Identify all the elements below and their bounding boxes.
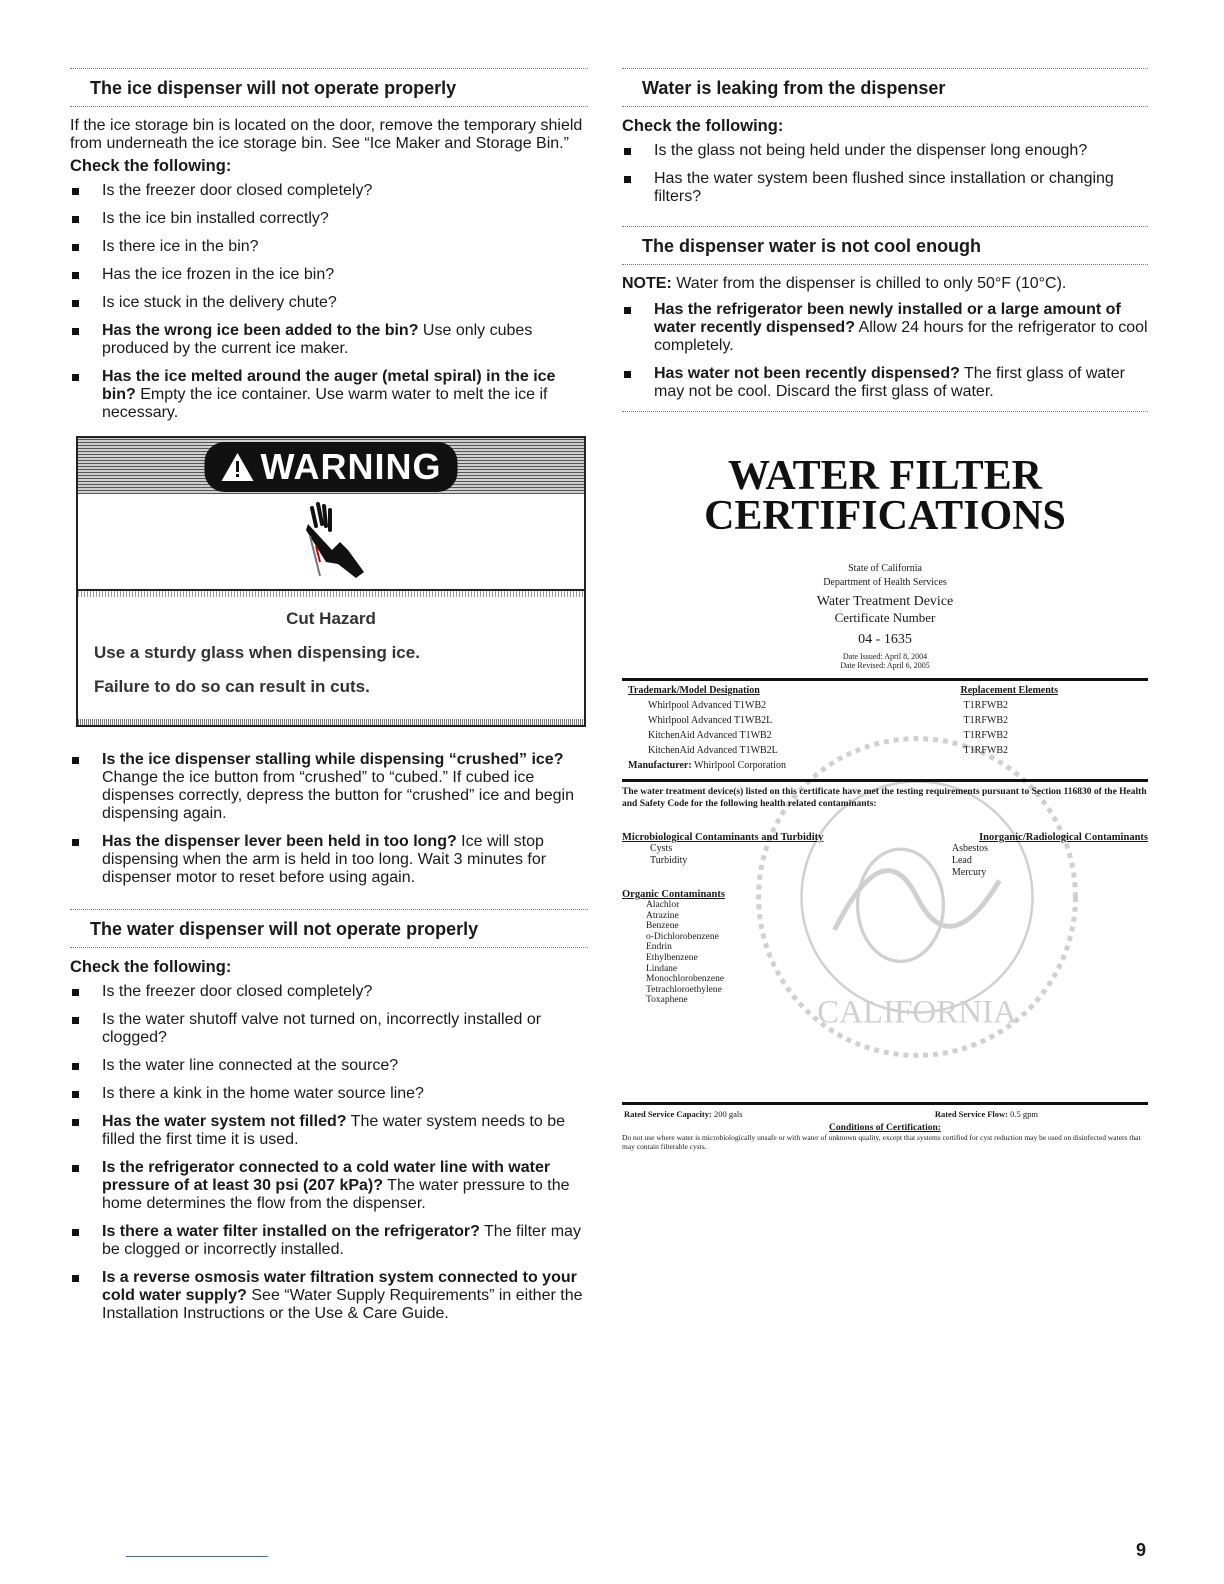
cert-number-label: Certificate Number: [834, 610, 936, 625]
warning-box: [76, 436, 586, 727]
list-item: Is the refrigerator connected to a cold water line with water pressure of at least 30 psi (207 kPa)? The water pressure to the home determines the flow from the dispenser.: [70, 1159, 588, 1213]
contaminant-item: Turbidity: [650, 855, 688, 866]
cut-hand-icon: [286, 502, 376, 582]
section-divider: [622, 411, 1148, 412]
list-item: Has water not been recently dispensed? The first glass of water may not be cool. Discard the first glass of water.: [622, 365, 1148, 401]
california-certificate: [622, 562, 1148, 1151]
contaminant-item: Tetrachloroethylene: [646, 984, 722, 995]
cert-model-row: KitchenAid Advanced T1WB2 T1RFWB2: [648, 730, 1008, 741]
cert-tested-statement: The water treatment device(s) listed on this certificate have met the testing requirements pursuant to Section 116830 of the Health and Safety Code for the following health related contaminants:: [622, 779, 1148, 810]
contaminant-item: o-Dichlorobenzene: [646, 931, 719, 942]
cool-checklist: [622, 301, 1148, 401]
contaminant-item: Monochlorobenzene: [646, 974, 725, 985]
cool-heading: The dispenser water is not cool enough: [622, 226, 1148, 265]
ice-dispenser-heading: The ice dispenser will not operate properly: [70, 68, 588, 107]
organic-contaminants-heading: Organic Contaminants: [622, 889, 725, 900]
cert-model-row: KitchenAid Advanced T1WB2L T1RFWB2: [648, 745, 1008, 756]
leak-heading: Water is leaking from the dispenser: [622, 68, 1148, 107]
water-dispenser-heading: The water dispenser will not operate properly: [70, 909, 588, 948]
inorganic-contaminant-list: [952, 843, 1148, 879]
list-item: Has the ice frozen in the ice bin?: [70, 266, 588, 284]
warning-banner: [78, 438, 584, 494]
list-item: Is the water line connected at the source?: [70, 1057, 588, 1075]
contaminant-item: Benzene: [646, 921, 679, 932]
cert-contaminant-heads: Microbiological Contaminants and Turbidity Inorganic/Radiological Contaminants: [622, 832, 1148, 843]
contaminant-item: Lindane: [646, 963, 678, 974]
contaminant-item: Lead: [951, 855, 972, 866]
cert-date-revised: Date Revised: April 6, 2005: [840, 661, 930, 670]
cert-device: Water Treatment Device: [816, 594, 954, 609]
warning-line-1: Use a sturdy glass when dispensing ice.: [94, 643, 420, 662]
list-item: Is ice stuck in the delivery chute?: [70, 294, 588, 312]
ice-checklist-continued: [70, 751, 588, 887]
list-item: Is the freezer door closed completely?: [70, 182, 588, 200]
cert-department: Department of Health Services: [823, 577, 947, 588]
contaminant-item: Mercury: [951, 867, 987, 878]
cert-conditions-heading: Conditions of Certification:: [829, 1122, 941, 1133]
contaminant-item: Asbestos: [951, 843, 988, 854]
list-item: Is the water shutoff valve not turned on, incorrectly installed or clogged?: [70, 1011, 588, 1047]
cert-model-row: Whirlpool Advanced T1WB2L T1RFWB2: [648, 715, 1008, 726]
cert-ratings: Rated Service Capacity: 200 gals Rated Service Flow: 0.5 gpm: [624, 1108, 1038, 1119]
list-item: Is the ice dispenser stalling while dispensing “crushed” ice? Change the ice button from “crushed” to “cubed.” If cubed ice dispenses correctly, depress the button for “crushed” ice and begin dispensing again.: [70, 751, 588, 823]
list-item: Has the water system not filled? The water system needs to be filled the first time it is used.: [70, 1113, 588, 1149]
water-filter-certifications-title: WATER FILTER CERTIFICATIONS: [704, 453, 1066, 539]
cert-conditions-text: Do not use where water is microbiologically unsafe or with water of unknown quality, except that systems certified for cyst reduction may be used on disinfected waters that may contain filterable cysts.: [622, 1132, 1141, 1151]
warning-hazard-label: Cut Hazard: [286, 609, 376, 628]
cert-models-table: Trademark/Model Designation Replacement Elements Whirlpool Advanced T1WB2 T1RFWB2 Whirlpool Advanced T1WB2L T1RFWB2 KitchenAid Advanced T1WB2 T1RFWB2 KitchenAid Advanced T1WB2L T1RFWB2 Manufacturer: Whirlpool Corporation: [622, 678, 1148, 773]
contaminant-item: Alachlor: [646, 900, 680, 910]
cert-divider: [622, 1102, 1148, 1105]
water-check-label: Check the following:: [70, 958, 232, 976]
leak-check-label: Check the following:: [622, 117, 784, 135]
right-column: [622, 68, 1148, 1151]
ice-check-label: Check the following:: [70, 157, 232, 175]
list-item: Is there a kink in the home water source line?: [70, 1085, 588, 1103]
left-column: [70, 68, 588, 1333]
cool-note: NOTE: Water from the dispenser is chilled to only 50°F (10°C).: [622, 275, 1067, 292]
warning-title: WARNING: [205, 442, 458, 492]
list-item: Has the dispenser lever been held in too long? Ice will stop dispensing when the arm is held in too long. Wait 3 minutes for dispenser motor to reset before using again.: [70, 833, 588, 887]
cert-date-issued: Date Issued: April 8, 2004: [842, 652, 928, 661]
footer-rule: [126, 1556, 268, 1557]
list-item: Is the ice bin installed correctly?: [70, 210, 588, 228]
contaminant-item: Atrazine: [646, 910, 679, 921]
cert-state: State of California: [848, 563, 922, 574]
warning-bottom-rule: [78, 719, 584, 725]
contaminant-item: Cysts: [650, 843, 673, 854]
warning-triangle-icon: [221, 452, 255, 482]
list-item: Is the freezer door closed completely?: [70, 983, 588, 1001]
svg-text:CALIFORNIA: CALIFORNIA: [817, 994, 1017, 1031]
cut-hazard-image: [78, 494, 584, 591]
micro-contaminant-list: [622, 843, 687, 879]
cert-number: 04 - 1635: [858, 632, 912, 647]
list-item: Is a reverse osmosis water filtration system connected to your cold water supply? See “Water Supply Requirements” in either the Installation Instructions or the Use & Care Guide.: [70, 1269, 588, 1323]
list-item: Has the refrigerator been newly installed or a large amount of water recently dispensed? Allow 24 hours for the refrigerator to cool completely.: [622, 301, 1148, 355]
contaminant-item: Ethylbenzene: [646, 952, 698, 963]
water-checklist: [70, 983, 588, 1323]
list-item: Has the wrong ice been added to the bin? Use only cubes produced by the current ice maker.: [70, 322, 588, 358]
cert-model-row: Whirlpool Advanced T1WB2 T1RFWB2: [648, 700, 1008, 711]
page-number: 9: [1135, 1540, 1146, 1560]
list-item: Is the glass not being held under the dispenser long enough?: [622, 142, 1148, 160]
leak-checklist: [622, 142, 1148, 206]
list-item: Has the ice melted around the auger (metal spiral) in the ice bin? Empty the ice container. Use warm water to melt the ice if necessary.: [70, 368, 588, 422]
warning-line-2: Failure to do so can result in cuts.: [94, 677, 370, 696]
organic-contaminant-list: [622, 900, 1148, 1006]
list-item: Is there ice in the bin?: [70, 238, 588, 256]
ice-checklist: [70, 182, 588, 422]
ice-intro: If the ice storage bin is located on the door, remove the temporary shield from underneath the ice storage bin. See “Ice Maker and Storage Bin.”: [70, 117, 583, 152]
contaminant-item: Endrin: [646, 942, 672, 953]
list-item: Has the water system been flushed since installation or changing filters?: [622, 170, 1148, 206]
list-item: Is there a water filter installed on the refrigerator? The filter may be clogged or incorrectly installed.: [70, 1223, 588, 1259]
contaminant-item: Toxaphene: [646, 995, 688, 1006]
